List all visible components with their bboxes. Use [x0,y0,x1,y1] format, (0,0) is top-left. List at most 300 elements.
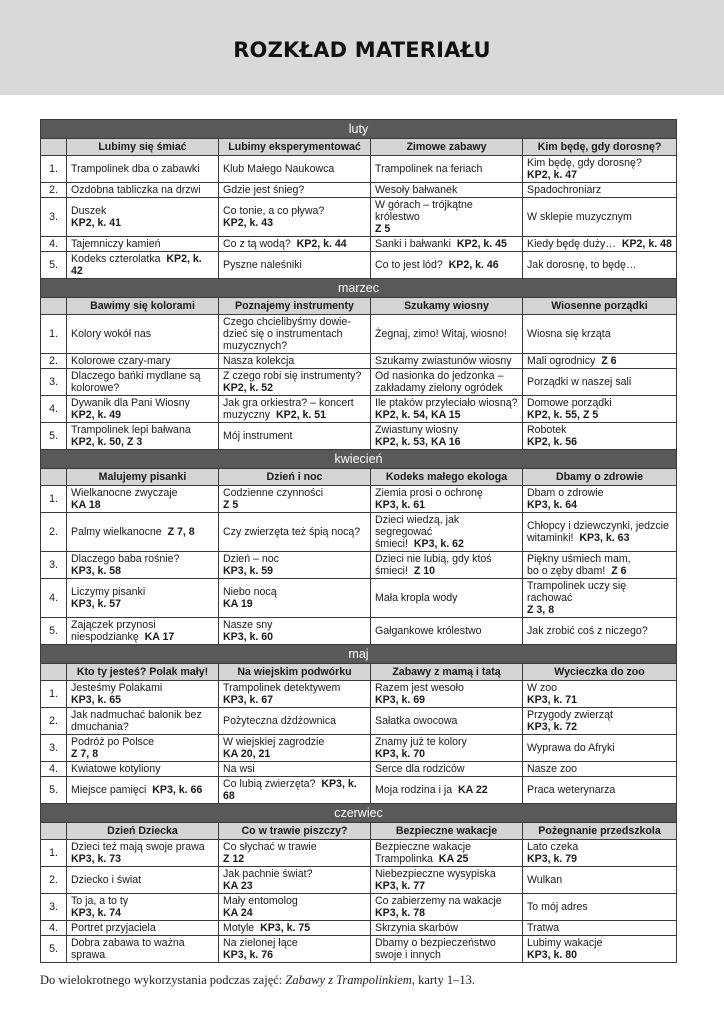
lesson-title: dmuchania? [71,721,129,733]
material-reference: KA 18 [71,499,101,511]
lesson-cell [67,354,219,369]
material-reference: KA 17 [144,631,175,643]
week-theme: Zabawy z mamą i tatą [371,664,523,681]
lesson-title: Piękny uśmiech mam, [527,553,631,565]
material-reference: Z 6 [611,565,627,577]
lesson-title: Wulkan [527,874,563,886]
lesson-title: Dywanik dla Pani Wiosny [71,397,190,409]
lesson-title: Praca weterynarza [527,784,616,796]
lesson-cell [67,867,219,894]
lesson-cell [67,486,219,513]
month-row [41,120,677,139]
lesson-cell [523,237,677,252]
lesson-title: Kiedy będę duży… [527,238,616,250]
day-number: 3. [41,552,67,579]
lesson-cell [523,579,677,618]
lesson-title: Od nasionka do jedzonka – [375,370,504,382]
table-row [41,894,677,921]
lesson-cell [219,315,371,354]
theme-row [41,298,677,315]
lesson-cell [523,252,677,279]
lesson-cell [67,396,219,423]
table-row [41,315,677,354]
lesson-cell [219,618,371,645]
lesson-title: Jak pachnie świat? [223,868,313,880]
material-reference: KA 24 [223,907,253,919]
lesson-title: To mój adres [527,901,588,913]
day-number: 1. [41,486,67,513]
material-reference: Z 6 [601,355,617,367]
lesson-title: Chłopcy i dziewczynki, jedzcie [527,520,669,532]
week-theme: Kim będę, gdy dorosnę? [523,139,677,156]
lesson-cell [219,156,371,183]
material-reference: KA 20, 21 [223,748,271,760]
lesson-title: Klub Małego Naukowca [223,163,335,175]
lesson-title: Dzieci też mają swoje prawa [71,841,205,853]
table-row [41,486,677,513]
lesson-title: Trampolinek na feriach [375,163,483,175]
lesson-cell [371,423,523,450]
month-label: maj [41,645,677,664]
lesson-cell [67,183,219,198]
week-theme: Na wiejskim podwórku [219,664,371,681]
lesson-title: Zajączek przynosi [71,619,156,631]
day-number: 1. [41,315,67,354]
lesson-cell [523,777,677,804]
lesson-title: witaminki! [527,532,574,544]
theme-corner [41,469,67,486]
lesson-title: Wiosna się krząta [527,328,611,340]
lesson-cell [371,921,523,936]
material-reference: KP2, k. 48 [621,238,672,250]
lesson-title: Portret przyjaciela [71,922,156,934]
lesson-title: W zoo [527,682,558,694]
lesson-cell [219,423,371,450]
lesson-title: kolorowe? [71,382,120,394]
lesson-title: Dzieci nie lubią, gdy ktoś [375,553,492,565]
table-row [41,198,677,237]
lesson-cell [371,183,523,198]
theme-corner [41,664,67,681]
material-reference: KP2, k. 51 [275,409,327,421]
material-reference: KP3, k. 69 [375,694,426,706]
material-reference: KP2, k. 56 [527,436,578,448]
week-theme: Bezpieczne wakacje [371,823,523,840]
month-row [41,645,677,664]
lesson-cell [371,579,523,618]
lesson-title: Trampolinek lepi bałwana [71,424,191,436]
lesson-cell [523,681,677,708]
lesson-title: Dbam o zdrowie [527,487,604,499]
material-reference: KP3, k. 61 [375,499,426,511]
lesson-cell [67,513,219,552]
lesson-cell [67,681,219,708]
material-reference: KP2, k. 43 [223,217,274,229]
lesson-cell [219,921,371,936]
lesson-cell [371,252,523,279]
table-row [41,552,677,579]
lesson-cell [371,867,523,894]
lesson-title: Sanki i bałwanki [375,238,451,250]
lesson-cell [219,486,371,513]
material-reference: KP2, k. 41 [71,217,122,229]
footer-suffix: , karty 1–13. [411,973,475,987]
lesson-cell [523,315,677,354]
lesson-cell [67,156,219,183]
material-reference: Z 10 [413,565,436,577]
lesson-title: sprawa [71,949,106,961]
week-theme: Dzień i noc [219,469,371,486]
material-reference: KP2, k. 50, Z 3 [71,436,143,448]
material-reference: KP3, k. 77 [375,880,426,892]
lesson-cell [523,894,677,921]
material-reference: KP2, k. 45 [456,238,507,250]
lesson-title: Podróż po Polsce [71,736,155,748]
lesson-title: Trampolinek detektywem [223,682,341,694]
lesson-title: bo o zęby dbam! [527,565,606,577]
lesson-cell [219,183,371,198]
lesson-title: Żegnaj, zimo! Witaj, wiosno! [375,328,507,340]
lesson-cell [371,840,523,867]
material-reference: KP3, k. 64 [527,499,578,511]
lesson-cell [67,423,219,450]
lesson-title: Niebezpieczne wysypiska [375,868,496,880]
week-theme: Wycieczka do zoo [523,664,677,681]
lesson-title: W sklepie muzycznym [527,211,632,223]
lesson-title: Wesoły bałwanek [375,184,458,196]
lesson-cell [523,708,677,735]
lesson-cell [523,735,677,762]
lesson-title: Sałatka owocowa [375,715,458,727]
table-row [41,396,677,423]
lesson-title: Motyle [223,922,255,934]
lesson-title: Co to jest lód? [375,259,443,271]
lesson-title: Ziemia prosi o ochronę [375,487,483,499]
lesson-cell [523,552,677,579]
lesson-title: Skrzynia skarbów [375,922,459,934]
material-reference: KP3, k. 80 [527,949,578,961]
table-row [41,777,677,804]
lesson-title: Trampolinka [375,853,433,865]
footer-book-title: Zabawy z Trampolinkiem [285,973,412,987]
lesson-cell [371,369,523,396]
lesson-cell [371,552,523,579]
week-theme: Bawimy się kolorami [67,298,219,315]
lesson-title: Tajemniczy kamień [71,238,161,250]
lesson-title: Ile ptaków przyleciało wiosną? [375,397,518,409]
lesson-title: Robotek [527,424,567,436]
material-reference: KA 25 [438,853,469,865]
lesson-title: Co z tą wodą? [223,238,291,250]
month-label: czerwiec [41,804,677,823]
lesson-title: Z czego robi się instrumenty? [223,370,362,382]
week-theme: Zimowe zabawy [371,139,523,156]
lesson-cell [371,237,523,252]
theme-corner [41,823,67,840]
lesson-title: Pożyteczna dżdżownica [223,715,337,727]
material-reference: KA 22 [458,784,488,796]
lesson-title: Kwiatowe kotyliony [71,763,161,775]
month-row [41,804,677,823]
material-reference: KP3, k. 79 [527,853,578,865]
lesson-title: Liczymy pisanki [71,586,146,598]
material-reference: KP2, k. 53, KA 16 [375,436,461,448]
lesson-cell [219,369,371,396]
material-reference: KP3, k. 68 [223,778,357,802]
lesson-cell [67,708,219,735]
lesson-cell [219,354,371,369]
lesson-title: Spadochroniarz [527,184,602,196]
lesson-cell [219,513,371,552]
lesson-title: Szukamy zwiastunów wiosny [375,355,512,367]
lesson-title: Kodeks czterolatka [71,253,161,265]
lesson-title: Porządki w naszej sali [527,376,632,388]
material-reference: KP3, k. 62 [413,538,464,550]
day-number: 2. [41,513,67,552]
theme-corner [41,298,67,315]
lesson-cell [219,777,371,804]
lesson-title: Codzienne czynności [223,487,324,499]
lesson-cell [371,156,523,183]
lesson-title: Kolory wokół nas [71,328,152,340]
lesson-cell [219,708,371,735]
material-reference: KP2, k. 44 [296,238,347,250]
day-number: 4. [41,762,67,777]
day-number: 1. [41,156,67,183]
week-theme: Kodeks małego ekologa [371,469,523,486]
material-reference: KP3, k. 70 [375,748,426,760]
lesson-cell [371,735,523,762]
material-reference: KP3, k. 71 [527,694,578,706]
material-reference: Z 3, 8 [527,604,555,616]
lesson-cell [371,513,523,552]
table-row [41,762,677,777]
lesson-cell [523,183,677,198]
lesson-cell [67,252,219,279]
day-number: 2. [41,708,67,735]
lesson-title: Nasza kolekcja [223,355,295,367]
table-row [41,183,677,198]
theme-row [41,664,677,681]
material-reference: KP2, k. 52 [223,382,274,394]
lesson-title: Domowe porządki [527,397,612,409]
material-reference: KA 23 [223,880,253,892]
table-row [41,579,677,618]
day-number: 1. [41,681,67,708]
lesson-cell [67,552,219,579]
day-number: 5. [41,618,67,645]
material-reference: KP2, k. 55, Z 5 [527,409,599,421]
lesson-title: Co lubią zwierzęta? [223,778,316,790]
lesson-cell [219,762,371,777]
lesson-cell [219,681,371,708]
table-row [41,840,677,867]
lesson-cell [67,762,219,777]
lesson-title: Czy zwierzęta też śpią nocą? [223,526,361,538]
table-row [41,423,677,450]
lesson-title: Miejsce pamięci [71,784,147,796]
lesson-cell [219,840,371,867]
day-number: 3. [41,894,67,921]
day-number: 5. [41,936,67,963]
schedule-table [40,119,677,963]
day-number: 3. [41,369,67,396]
material-reference: KP3, k. 74 [71,907,122,919]
lesson-title: Jak nadmuchać balonik bez [71,709,202,721]
lesson-cell [67,618,219,645]
table-row [41,369,677,396]
day-number: 4. [41,921,67,936]
day-number: 4. [41,237,67,252]
lesson-title: Mała kropla wody [375,592,458,604]
lesson-cell [219,237,371,252]
theme-row [41,469,677,486]
day-number: 3. [41,198,67,237]
lesson-cell [219,198,371,237]
lesson-cell [371,777,523,804]
lesson-cell [523,156,677,183]
material-reference: Z 7, 8 [167,526,195,538]
day-number: 3. [41,735,67,762]
lesson-title: Gałgankowe królestwo [375,625,482,637]
table-row [41,708,677,735]
lesson-cell [219,936,371,963]
theme-row [41,823,677,840]
lesson-cell [371,936,523,963]
lesson-cell [523,354,677,369]
lesson-title: Dlaczego baba rośnie? [71,553,180,565]
lesson-title: Zwiastuny wiosny [375,424,459,436]
lesson-cell [67,369,219,396]
lesson-title: Trampolinek uczy się rachować [527,580,627,604]
lesson-cell [67,315,219,354]
lesson-title: Wyprawa do Afryki [527,742,615,754]
lesson-title: Moja rodzina i ja [375,784,453,796]
lesson-title: Przygody zwierząt [527,709,613,721]
material-reference: KA 19 [223,598,253,610]
material-reference: Z 12 [223,853,245,865]
lesson-title: Gdzie jest śnieg? [223,184,305,196]
material-reference: KP2, k. 54, KA 15 [375,409,461,421]
lesson-title: Co słychać w trawie [223,841,317,853]
material-reference: Z 7, 8 [71,748,99,760]
table-row [41,618,677,645]
week-theme: Co w trawie piszczy? [219,823,371,840]
lesson-cell [523,423,677,450]
lesson-cell [523,867,677,894]
day-number: 2. [41,354,67,369]
lesson-title: Niebo nocą [223,586,277,598]
lesson-title: swoje i innych [375,949,441,961]
lesson-title: Bezpieczne wakacje [375,841,471,853]
lesson-title: Lubimy wakacje [527,937,603,949]
lesson-cell [371,708,523,735]
table-row [41,735,677,762]
footer-note [40,973,700,988]
week-theme: Malujemy pisanki [67,469,219,486]
lesson-title: Kim będę, gdy dorosnę? [527,157,642,169]
lesson-cell [523,486,677,513]
lesson-cell [219,894,371,921]
lesson-cell [371,486,523,513]
lesson-title: Dbamy o bezpieczeństwo [375,937,496,949]
material-reference: KP3, k. 65 [71,694,122,706]
lesson-cell [523,198,677,237]
lesson-title: Dzieci wiedzą, jak segregować [375,514,460,538]
day-number: 4. [41,579,67,618]
material-reference: KP3, k. 78 [375,907,426,919]
material-reference: KP2, k. 47 [527,169,578,181]
material-reference: KP3, k. 58 [71,565,122,577]
lesson-title: Kolorowe czary-mary [71,355,171,367]
lesson-title: Nasze zoo [527,763,578,775]
lesson-title: muzyczny [223,409,271,421]
lesson-title: To ja, a to ty [71,895,129,907]
lesson-cell [67,777,219,804]
lesson-title: Razem jest wesoło [375,682,464,694]
lesson-cell [219,867,371,894]
lesson-title: Trampolinek dba o zabawki [71,163,200,175]
lesson-cell [371,894,523,921]
material-reference: KP3, k. 57 [71,598,122,610]
lesson-title: Czego chcielibyśmy dowie- [223,316,351,328]
material-reference: KP3, k. 72 [527,721,578,733]
lesson-title: Dzień – noc [223,553,279,565]
lesson-cell [219,396,371,423]
table-row [41,354,677,369]
material-reference: KP3, k. 75 [260,922,311,934]
lesson-title: W górach – trójkątne królestwo [375,199,473,223]
table-row [41,156,677,183]
week-theme: Dzień Dziecka [67,823,219,840]
table-row [41,936,677,963]
lesson-title: Dziecko i świat [71,874,142,886]
week-theme: Pożegnanie przedszkola [523,823,677,840]
lesson-cell [523,513,677,552]
lesson-title: Ozdobna tabliczka na drzwi [71,184,201,196]
lesson-cell [371,618,523,645]
lesson-title: Mali ogrodnicy [527,355,596,367]
lesson-title: Jak zrobić coś z niczego? [527,625,648,637]
table-row [41,252,677,279]
material-reference: KP2, k. 49 [71,409,122,421]
lesson-cell [67,579,219,618]
week-theme: Szukamy wiosny [371,298,523,315]
day-number: 4. [41,396,67,423]
week-theme: Dbamy o zdrowie [523,469,677,486]
lesson-cell [67,237,219,252]
lesson-cell [219,735,371,762]
month-label: marzec [41,279,677,298]
material-reference: KP3, k. 76 [223,949,274,961]
material-reference: KP3, k. 67 [223,694,274,706]
lesson-title: Znamy już te kolory [375,736,467,748]
lesson-cell [67,735,219,762]
lesson-cell [523,840,677,867]
lesson-title: Jesteśmy Polakami [71,682,163,694]
lesson-title: Na zielonej łące [223,937,298,949]
lesson-cell [371,681,523,708]
lesson-cell [523,936,677,963]
day-number: 2. [41,183,67,198]
material-reference: KP2, k. 42 [71,253,202,277]
lesson-title: Co zabierzemy na wakacje [375,895,502,907]
lesson-cell [523,921,677,936]
lesson-title: Jak gra orkiestra? – koncert [223,397,354,409]
lesson-cell [67,894,219,921]
lesson-title: Mój instrument [223,430,293,442]
lesson-title: Tratwa [527,922,559,934]
